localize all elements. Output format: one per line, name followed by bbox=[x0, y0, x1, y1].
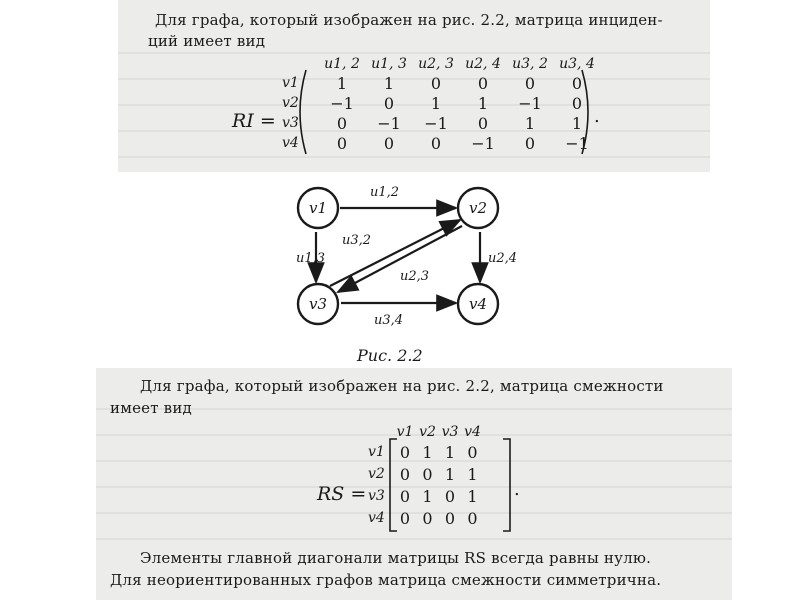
matrix-row-header: v3 bbox=[282, 115, 299, 131]
matrix-cell: 1 bbox=[383, 74, 395, 93]
matrix-cell: 0 bbox=[477, 74, 489, 93]
matrix-cell: 1 bbox=[422, 487, 433, 506]
edge-u24-label: u2,4 bbox=[488, 251, 518, 266]
matrix-cell: 0 bbox=[399, 465, 411, 484]
paragraph-adjacency-line2: имеет вид bbox=[110, 399, 192, 417]
matrix-cell: 0 bbox=[336, 134, 348, 153]
node-v2-label: v2 bbox=[469, 199, 488, 217]
matrix-column-header: v4 bbox=[464, 424, 481, 440]
matrix-cell: 0 bbox=[467, 509, 478, 528]
matrix-cell: 1 bbox=[430, 94, 442, 113]
matrix-cell: −1 bbox=[565, 134, 589, 153]
matrix-cell: 1 bbox=[524, 114, 536, 133]
edge-u12-label: u1,2 bbox=[370, 185, 400, 200]
paragraph-adjacency-line1: Для графа, который изображен на рис. 2.2, матрица смежности bbox=[140, 377, 664, 395]
matrix-cell: 1 bbox=[571, 114, 583, 133]
matrix-row-header: v3 bbox=[368, 488, 385, 504]
matrix-column-header: u2, 3 bbox=[418, 56, 454, 72]
matrix-column-header: u1, 2 bbox=[324, 56, 360, 72]
matrix-cell: 0 bbox=[571, 94, 583, 113]
matrix-cell: 0 bbox=[336, 114, 348, 133]
matrix-cell: 0 bbox=[383, 134, 395, 153]
matrix-cell: −1 bbox=[330, 94, 354, 113]
matrix-row-header: v1 bbox=[368, 444, 385, 460]
matrix-cell: 0 bbox=[383, 94, 395, 113]
edge-u23-label: u2,3 bbox=[400, 269, 430, 284]
node-v3-label: v3 bbox=[309, 295, 328, 313]
matrix-cell: 0 bbox=[430, 74, 442, 93]
matrix-row-header: v1 bbox=[282, 75, 299, 91]
adjacency-matrix-label: RS = bbox=[317, 483, 367, 505]
matrix-cell: 0 bbox=[399, 509, 411, 528]
matrix-period: . bbox=[594, 106, 600, 127]
node-v4-label: v4 bbox=[469, 295, 488, 313]
matrix-cell: −1 bbox=[377, 114, 401, 133]
node-v1-label: v1 bbox=[309, 199, 328, 217]
matrix-row-header: v2 bbox=[282, 95, 299, 111]
matrix-cell: 0 bbox=[422, 465, 433, 484]
matrix-cell: 0 bbox=[524, 74, 536, 93]
matrix-column-header: u3, 4 bbox=[559, 56, 595, 72]
matrix-column-header: u3, 2 bbox=[512, 56, 548, 72]
matrix-cell: 0 bbox=[399, 487, 411, 506]
matrix-cell: 1 bbox=[467, 465, 478, 484]
paragraph-properties-line2: Для неориентированных графов матрица смежности симметрична. bbox=[110, 571, 662, 589]
matrix-cell: 0 bbox=[444, 487, 456, 506]
figure-caption: Рис. 2.2 bbox=[357, 346, 423, 365]
matrix-cell: −1 bbox=[518, 94, 542, 113]
matrix-cell: −1 bbox=[424, 114, 448, 133]
matrix-cell: 1 bbox=[444, 465, 456, 484]
matrix-cell: 0 bbox=[571, 74, 583, 93]
matrix-cell: 0 bbox=[477, 114, 489, 133]
matrix-column-header: u1, 3 bbox=[371, 56, 407, 72]
edge-u13-label: u1,3 bbox=[296, 251, 326, 266]
matrix-cell: 0 bbox=[430, 134, 442, 153]
paragraph-properties-line1: Элементы главной диагонали матрицы RS всегда равны нулю. bbox=[140, 549, 652, 567]
matrix-cell: 1 bbox=[477, 94, 489, 113]
matrix-row-header: v4 bbox=[368, 510, 385, 526]
matrix-column-header: v2 bbox=[419, 424, 436, 440]
matrix-cell: 1 bbox=[467, 487, 478, 506]
matrix-cell: 1 bbox=[444, 443, 456, 462]
edge-u32-label: u3,2 bbox=[342, 233, 372, 248]
matrix-cell: 0 bbox=[524, 134, 536, 153]
incidence-matrix-label: RI = bbox=[232, 110, 276, 132]
paragraph-incidence-line1: Для графа, который изображен на рис. 2.2, матрица инциден- bbox=[155, 11, 663, 29]
matrix-cell: 0 bbox=[444, 509, 456, 528]
matrix-cell: −1 bbox=[471, 134, 495, 153]
matrix-column-header: u2, 4 bbox=[465, 56, 501, 72]
matrix-cell: 1 bbox=[336, 74, 348, 93]
matrix-cell: 0 bbox=[422, 509, 433, 528]
matrix-cell: 1 bbox=[422, 443, 433, 462]
matrix-row-header: v4 bbox=[282, 135, 299, 151]
matrix-period: . bbox=[514, 479, 520, 500]
edge-u34-label: u3,4 bbox=[374, 313, 404, 328]
paragraph-incidence-line2: ций имеет вид bbox=[148, 32, 266, 50]
matrix-column-header: v3 bbox=[441, 424, 459, 440]
matrix-cell: 0 bbox=[399, 443, 411, 462]
matrix-column-header: v1 bbox=[396, 424, 414, 440]
matrix-cell: 0 bbox=[467, 443, 478, 462]
matrix-row-header: v2 bbox=[368, 466, 385, 482]
